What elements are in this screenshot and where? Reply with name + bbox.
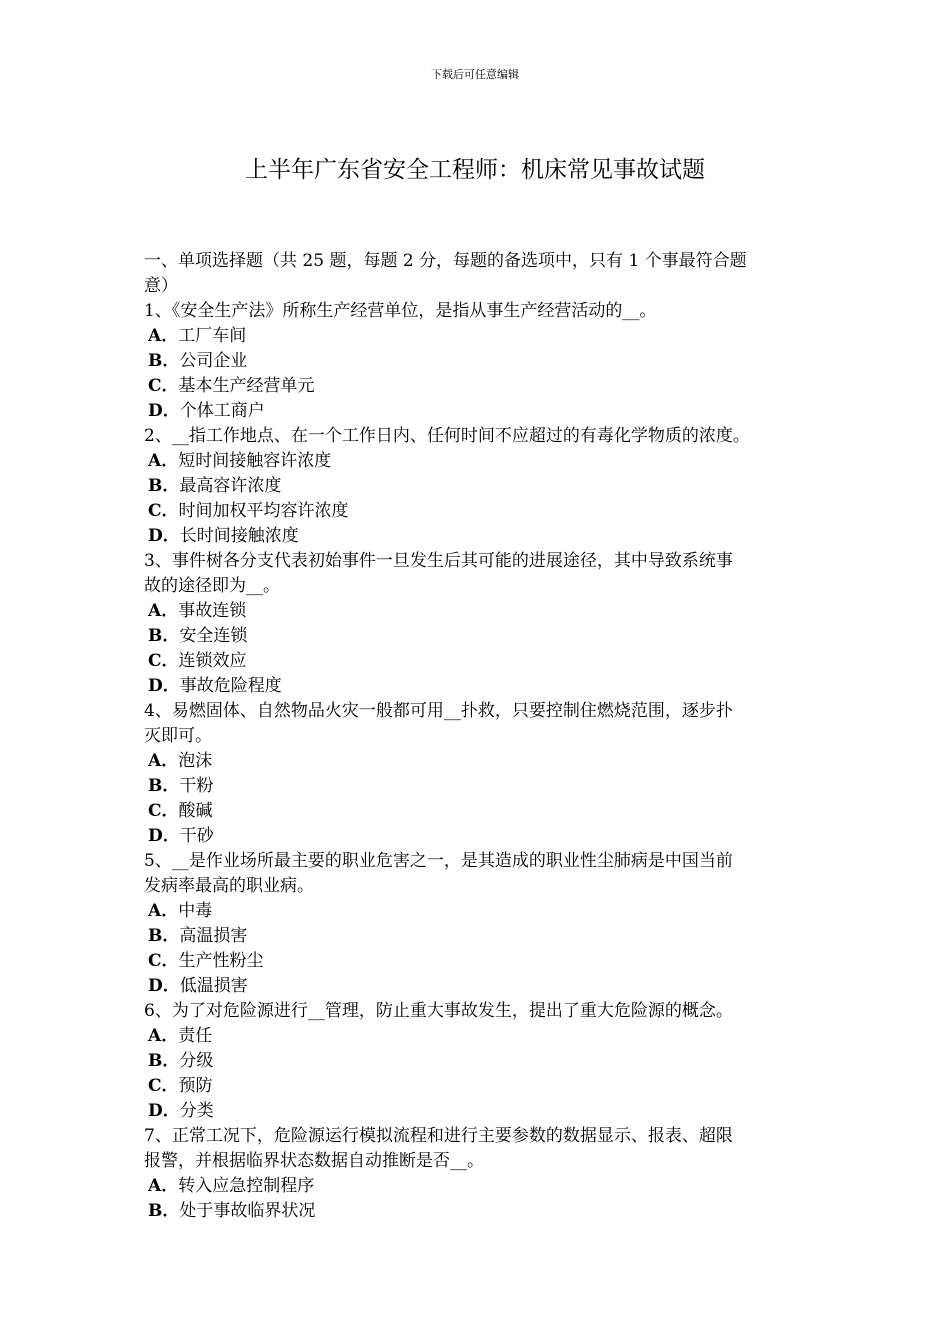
question-stem: 故的途径即为__。 bbox=[144, 576, 280, 596]
option-label: A． bbox=[148, 601, 179, 621]
answer-option bbox=[144, 1099, 816, 1124]
answer-option bbox=[144, 1024, 816, 1049]
option-label: D． bbox=[148, 826, 180, 846]
answer-option bbox=[144, 349, 816, 374]
question-stem: 1、《安全生产法》所称生产经营单位，是指从事生产经营活动的__。 bbox=[144, 301, 657, 321]
option-label: C． bbox=[148, 951, 179, 971]
option-text: 责任 bbox=[178, 1026, 213, 1046]
question-stem: 3、事件树各分支代表初始事件一旦发生后其可能的进展途径，其中导致系统事 bbox=[144, 551, 733, 571]
option-label: B． bbox=[148, 476, 180, 496]
option-text: 生产性粉尘 bbox=[178, 951, 264, 971]
answer-option bbox=[144, 449, 816, 474]
option-label: D． bbox=[148, 526, 180, 546]
option-label: B． bbox=[148, 351, 180, 371]
question-3 bbox=[144, 549, 816, 699]
option-text: 工厂车间 bbox=[178, 326, 247, 346]
option-text: 长时间接触浓度 bbox=[179, 526, 299, 546]
option-text: 处于事故临界状况 bbox=[179, 1201, 316, 1221]
question-4 bbox=[144, 699, 816, 849]
answer-option bbox=[144, 324, 816, 349]
answer-option bbox=[144, 674, 816, 699]
answer-option bbox=[144, 799, 816, 824]
option-text: 事故连锁 bbox=[178, 601, 247, 621]
option-label: B． bbox=[148, 926, 180, 946]
question-stem: 2、__指工作地点、在一个工作日内、任何时间不应超过的有毒化学物质的浓度。 bbox=[144, 426, 750, 446]
option-label: D． bbox=[148, 976, 180, 996]
answer-option bbox=[144, 949, 816, 974]
option-text: 干砂 bbox=[179, 826, 214, 846]
option-label: B． bbox=[148, 1201, 180, 1221]
option-text: 时间加权平均容许浓度 bbox=[178, 501, 349, 521]
answer-option bbox=[144, 1199, 816, 1224]
question-6 bbox=[144, 999, 816, 1124]
option-label: C． bbox=[148, 801, 179, 821]
option-label: C． bbox=[148, 376, 179, 396]
answer-option bbox=[144, 524, 816, 549]
option-text: 干粉 bbox=[179, 776, 214, 796]
option-label: D． bbox=[148, 676, 180, 696]
option-text: 分级 bbox=[179, 1051, 214, 1071]
option-text: 转入应急控制程序 bbox=[178, 1176, 315, 1196]
option-text: 事故危险程度 bbox=[179, 676, 282, 696]
option-text: 泡沫 bbox=[178, 751, 213, 771]
option-label: A． bbox=[148, 751, 179, 771]
option-label: D． bbox=[148, 401, 180, 421]
question-stem: 发病率最高的职业病。 bbox=[144, 876, 314, 896]
question-list bbox=[144, 299, 816, 1224]
question-2 bbox=[144, 424, 816, 549]
answer-option bbox=[144, 499, 816, 524]
answer-option bbox=[144, 1074, 816, 1099]
option-text: 最高容许浓度 bbox=[179, 476, 282, 496]
answer-option bbox=[144, 899, 816, 924]
option-label: A． bbox=[148, 326, 179, 346]
option-label: A． bbox=[148, 1176, 179, 1196]
option-label: A． bbox=[148, 1026, 179, 1046]
answer-option bbox=[144, 824, 816, 849]
option-text: 个体工商户 bbox=[179, 401, 265, 421]
header-note: 下载后可任意编辑 bbox=[431, 68, 519, 81]
answer-option bbox=[144, 624, 816, 649]
question-stem: 6、为了对危险源进行__管理，防止重大事故发生，提出了重大危险源的概念。 bbox=[144, 1001, 733, 1021]
answer-option bbox=[144, 974, 816, 999]
section-heading-cont: 意） bbox=[144, 276, 178, 296]
option-text: 分类 bbox=[179, 1101, 214, 1121]
answer-option bbox=[144, 774, 816, 799]
option-label: A． bbox=[148, 901, 179, 921]
question-7 bbox=[144, 1124, 816, 1224]
option-text: 高温损害 bbox=[179, 926, 248, 946]
option-text: 中毒 bbox=[178, 901, 213, 921]
page-title: 上半年广东省安全工程师：机床常见事故试题 bbox=[245, 157, 705, 183]
question-stem: 7、正常工况下，危险源运行模拟流程和进行主要参数的数据显示、报表、超限 bbox=[144, 1126, 733, 1146]
answer-option bbox=[144, 1049, 816, 1074]
question-stem: 报警，并根据临界状态数据自动推断是否__。 bbox=[144, 1151, 484, 1171]
question-5 bbox=[144, 849, 816, 999]
option-text: 低温损害 bbox=[179, 976, 248, 996]
answer-option bbox=[144, 749, 816, 774]
option-text: 预防 bbox=[178, 1076, 213, 1096]
option-label: C． bbox=[148, 651, 179, 671]
option-text: 酸碱 bbox=[178, 801, 213, 821]
option-text: 基本生产经营单元 bbox=[178, 376, 315, 396]
section-heading: 一、单项选择题（共 25 题，每题 2 分，每题的备选项中，只有 1 个事最符合题 bbox=[144, 251, 747, 271]
answer-option bbox=[144, 399, 816, 424]
option-label: B． bbox=[148, 776, 180, 796]
question-1 bbox=[144, 299, 816, 424]
answer-option bbox=[144, 599, 816, 624]
option-label: C． bbox=[148, 501, 179, 521]
option-label: B． bbox=[148, 1051, 180, 1071]
answer-option bbox=[144, 649, 816, 674]
option-label: C． bbox=[148, 1076, 179, 1096]
answer-option bbox=[144, 924, 816, 949]
option-text: 安全连锁 bbox=[179, 626, 248, 646]
option-text: 短时间接触容许浓度 bbox=[178, 451, 332, 471]
option-label: B． bbox=[148, 626, 180, 646]
answer-option bbox=[144, 474, 816, 499]
answer-option bbox=[144, 1174, 816, 1199]
question-stem: 灭即可。 bbox=[144, 726, 212, 746]
question-stem: 4、易燃固体、自然物品火灾一般都可用__扑救，只要控制住燃烧范围，逐步扑 bbox=[144, 701, 733, 721]
option-text: 连锁效应 bbox=[178, 651, 247, 671]
option-label: D． bbox=[148, 1101, 180, 1121]
option-text: 公司企业 bbox=[179, 351, 248, 371]
option-label: A． bbox=[148, 451, 179, 471]
question-stem: 5、__是作业场所最主要的职业危害之一，是其造成的职业性尘肺病是中国当前 bbox=[144, 851, 733, 871]
answer-option bbox=[144, 374, 816, 399]
document-body bbox=[144, 249, 816, 1224]
